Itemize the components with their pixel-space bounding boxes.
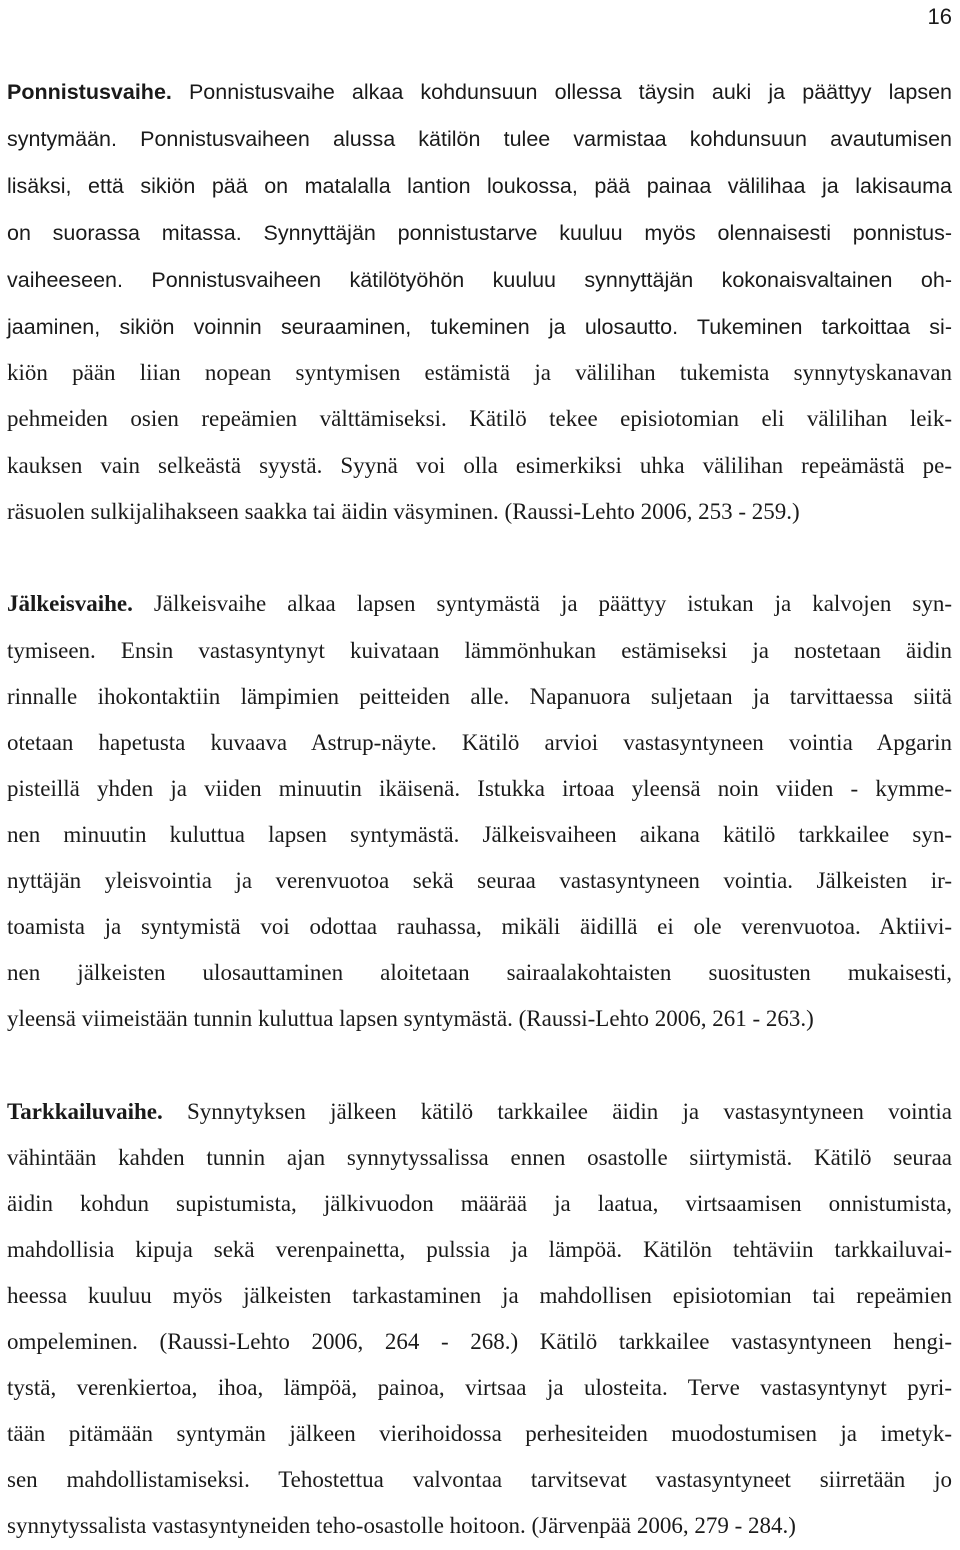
section-heading: Tarkkailuvaihe. (7, 1099, 163, 1124)
paragraph-line: Ponnistusvaihe. Ponnistusvaihe alkaa kohdunsuun ollessa täysin auki ja päättyy lapsen (7, 80, 952, 104)
paragraph-line: tystä, verenkiertoa, ihoa, lämpöä, painoa, virtsaa ja ulosteita. Terve vastasyntynyt pyri- (7, 1375, 952, 1400)
section-heading: Ponnistusvaihe. (7, 80, 172, 104)
paragraph-line: on suorassa mitassa. Synnyttäjän ponnistustarve kuuluu myös olennaisesti ponnistus- (7, 221, 952, 245)
paragraph-line: mahdollisia kipuja sekä verenpainetta, pulssia ja lämpöä. Kätilön tehtäviin tarkkailuvai- (7, 1237, 952, 1262)
paragraph-line: pisteillä yhden ja viiden minuutin ikäisenä. Istukka irtoaa yleensä noin viiden - kymme- (7, 776, 952, 801)
page-number: 16 (927, 4, 952, 29)
paragraph-line: nyttäjän yleisvointia ja verenvuotoa sekä seuraa vastasyntyneen vointia. Jälkeisten ir- (7, 868, 952, 893)
section-heading: Jälkeisvaihe. (7, 591, 133, 616)
paragraph-line: Jälkeisvaihe. Jälkeisvaihe alkaa lapsen syntymästä ja päättyy istukan ja kalvojen syn- (7, 591, 952, 616)
paragraph-line: vaiheeseen. Ponnistusvaiheen kätilötyöhön kuuluu synnyttäjän kokonaisvaltainen oh- (7, 268, 952, 292)
paragraph-line: Tarkkailuvaihe. Synnytyksen jälkeen kätilö tarkkailee äidin ja vastasyntyneen vointia (7, 1099, 952, 1124)
paragraph-line: yleensä viimeistään tunnin kuluttua lapsen syntymästä. (Raussi-Lehto 2006, 261 - 263.) (7, 1006, 814, 1031)
paragraph-line: pehmeiden osien repeämien välttämiseksi. Kätilö tekee episiotomian eli välilihan leik- (7, 406, 952, 431)
paragraph-line: äidin kohdun supistumista, jälkivuodon määrää ja laatua, virtsaamisen onnistumista, (7, 1191, 952, 1216)
paragraph-line: ompeleminen. (Raussi-Lehto 2006, 264 - 268.) Kätilö tarkkailee vastasyntyneen hengi- (7, 1329, 952, 1354)
paragraph-line: toamista ja syntymistä voi odottaa rauhassa, mikäli äidillä ei ole verenvuotoa. Aktiivi- (7, 914, 952, 939)
paragraph-line: synnytyssalista vastasyntyneiden teho-osastolle hoitoon. (Järvenpää 2006, 279 - 284.) (7, 1513, 796, 1538)
paragraph-line: syntymään. Ponnistusvaiheen alussa kätilön tulee varmistaa kohdunsuun avautumisen (7, 127, 952, 151)
paragraph-line: otetaan hapetusta kuvaava Astrup-näyte. Kätilö arvioi vastasyntyneen vointia Apgarin (7, 730, 952, 755)
paragraph-line: rinnalle ihokontaktiin lämpimien peitteiden alle. Napanuora suljetaan ja tarvittaessa siitä (7, 684, 952, 709)
paragraph-line: tymiseen. Ensin vastasyntynyt kuivataan lämmönhukan estämiseksi ja nostetaan äidin (7, 638, 952, 663)
paragraph-line: tään pitämään syntymän jälkeen vierihoidossa perhesiteiden muodostumisen ja imetyk- (7, 1421, 952, 1446)
paragraph-line: nen minuutin kuluttua lapsen syntymästä. Jälkeisvaiheen aikana kätilö tarkkailee syn- (7, 822, 952, 847)
paragraph-line: heessa kuuluu myös jälkeisten tarkastaminen ja mahdollisen episiotomian tai repeämien (7, 1283, 952, 1308)
paragraph-line: kiön pään liian nopean syntymisen estämistä ja välilihan tukemista synnytyskanavan (7, 360, 952, 385)
paragraph-line: sen mahdollistamiseksi. Tehostettua valvontaa tarvitsevat vastasyntyneet siirretään jo (7, 1467, 952, 1492)
paragraph-line: jaaminen, sikiön voinnin seuraaminen, tukeminen ja ulosautto. Tukeminen tarkoittaa si- (7, 315, 952, 339)
paragraph-line: lisäksi, että sikiön pää on matalalla lantion loukossa, pää painaa välilihaa ja lakisauma (7, 174, 952, 198)
paragraph-line: räsuolen sulkijalihakseen saakka tai äidin väsyminen. (Raussi-Lehto 2006, 253 - 259.) (7, 499, 800, 524)
paragraph-line: nen jälkeisten ulosauttaminen aloitetaan sairaalakohtaisten suositusten mukaisesti, (7, 960, 952, 985)
paragraph-line: vähintään kahden tunnin ajan synnytyssalissa ennen osastolle siirtymistä. Kätilö seuraa (7, 1145, 952, 1170)
paragraph-line: kauksen vain selkeästä syystä. Syynä voi olla esimerkiksi uhka välilihan repeämästä pe- (7, 453, 952, 478)
